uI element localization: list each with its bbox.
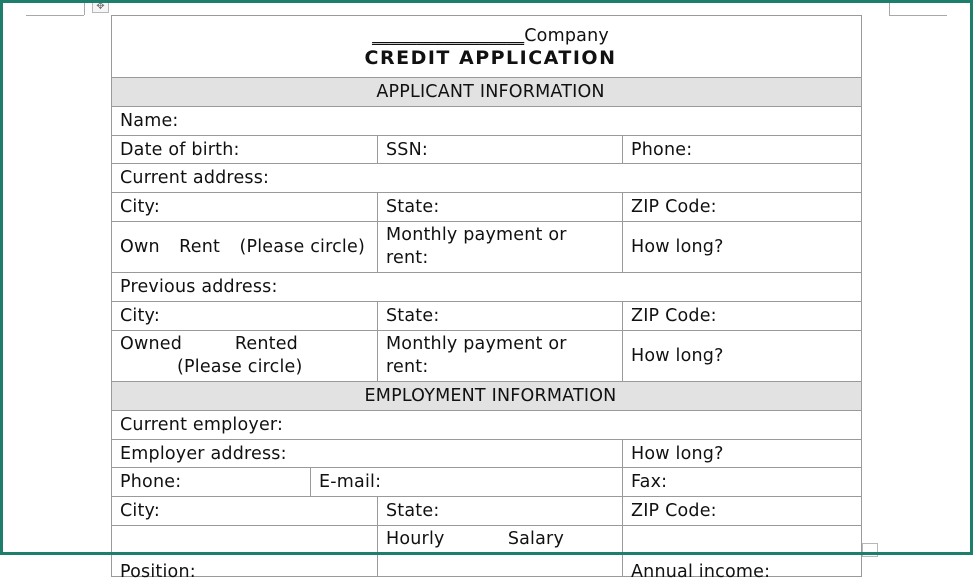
section-employment-information: EMPLOYMENT INFORMATION	[112, 382, 862, 411]
employer-fax-field[interactable]: Fax:	[623, 468, 862, 497]
previous-state-field[interactable]: State:	[378, 302, 623, 331]
monthly-payment-label-1: Monthly payment or	[386, 225, 567, 245]
employment-how-long-field[interactable]: How long?	[623, 440, 862, 468]
page-corner-mark-right	[889, 15, 947, 16]
owned-option[interactable]: Owned	[120, 334, 183, 354]
name-field[interactable]: Name:	[112, 107, 862, 136]
table-move-handle-icon[interactable]: ✥	[92, 0, 109, 13]
city-field[interactable]: City:	[112, 193, 378, 222]
rent-option[interactable]: Rent	[179, 237, 221, 257]
company-line	[120, 25, 861, 47]
credit-application-table	[111, 15, 862, 582]
pay-type-choice[interactable]	[378, 526, 623, 577]
employer-state-field[interactable]: State:	[378, 497, 623, 526]
salary-option[interactable]: Salary	[507, 529, 564, 549]
owned-rented-choice[interactable]	[112, 331, 378, 382]
own-rent-choice[interactable]	[112, 222, 378, 273]
current-address-field[interactable]: Current address:	[112, 164, 862, 193]
monthly-payment-label-2: rent:	[386, 248, 429, 268]
phone-field[interactable]: Phone:	[623, 136, 862, 164]
previous-address-field[interactable]: Previous address:	[112, 273, 862, 302]
own-option[interactable]: Own	[120, 237, 160, 257]
previous-please-circle-note: (Please circle)	[177, 357, 303, 377]
employer-email-field[interactable]: E-mail:	[311, 468, 623, 497]
previous-monthly-payment-label-1: Monthly payment or	[386, 334, 567, 354]
employer-zip-code-field[interactable]: ZIP Code:	[623, 497, 862, 526]
annual-income-label: Annual income:	[631, 562, 771, 582]
page-corner-mark-left	[26, 15, 84, 16]
form-title: CREDIT APPLICATION	[364, 46, 617, 69]
monthly-payment-field[interactable]	[378, 222, 623, 273]
employer-phone-field[interactable]: Phone:	[112, 468, 311, 497]
previous-monthly-payment-field[interactable]	[378, 331, 623, 382]
section-applicant-information: APPLICANT INFORMATION	[112, 78, 862, 107]
position-label: Position:	[120, 562, 196, 582]
ssn-field[interactable]: SSN:	[378, 136, 623, 164]
form-header	[112, 16, 862, 78]
state-field[interactable]: State:	[378, 193, 623, 222]
employer-address-field[interactable]: Employer address:	[112, 440, 623, 468]
table-resize-handle-icon[interactable]	[862, 543, 878, 557]
please-circle-note: (Please circle)	[239, 237, 365, 257]
position-field[interactable]	[112, 526, 378, 582]
employer-city-field[interactable]: City:	[112, 497, 378, 526]
annual-income-field[interactable]	[623, 526, 862, 582]
page-corner-mark-right-v	[889, 1, 890, 15]
date-of-birth-field[interactable]: Date of birth:	[112, 136, 378, 164]
previous-zip-code-field[interactable]: ZIP Code:	[623, 302, 862, 331]
previous-city-field[interactable]: City:	[112, 302, 378, 331]
hourly-option[interactable]: Hourly	[386, 529, 445, 549]
previous-monthly-payment-label-2: rent:	[386, 357, 429, 377]
how-long-field[interactable]: How long?	[623, 222, 862, 273]
rented-option[interactable]: Rented	[234, 334, 298, 354]
zip-code-field[interactable]: ZIP Code:	[623, 193, 862, 222]
current-employer-field[interactable]: Current employer:	[112, 411, 862, 440]
company-label: Company	[524, 25, 609, 46]
previous-how-long-field[interactable]: How long?	[623, 331, 862, 382]
page-corner-mark-left-v	[84, 1, 85, 15]
company-blank[interactable]: _________________	[372, 25, 525, 46]
